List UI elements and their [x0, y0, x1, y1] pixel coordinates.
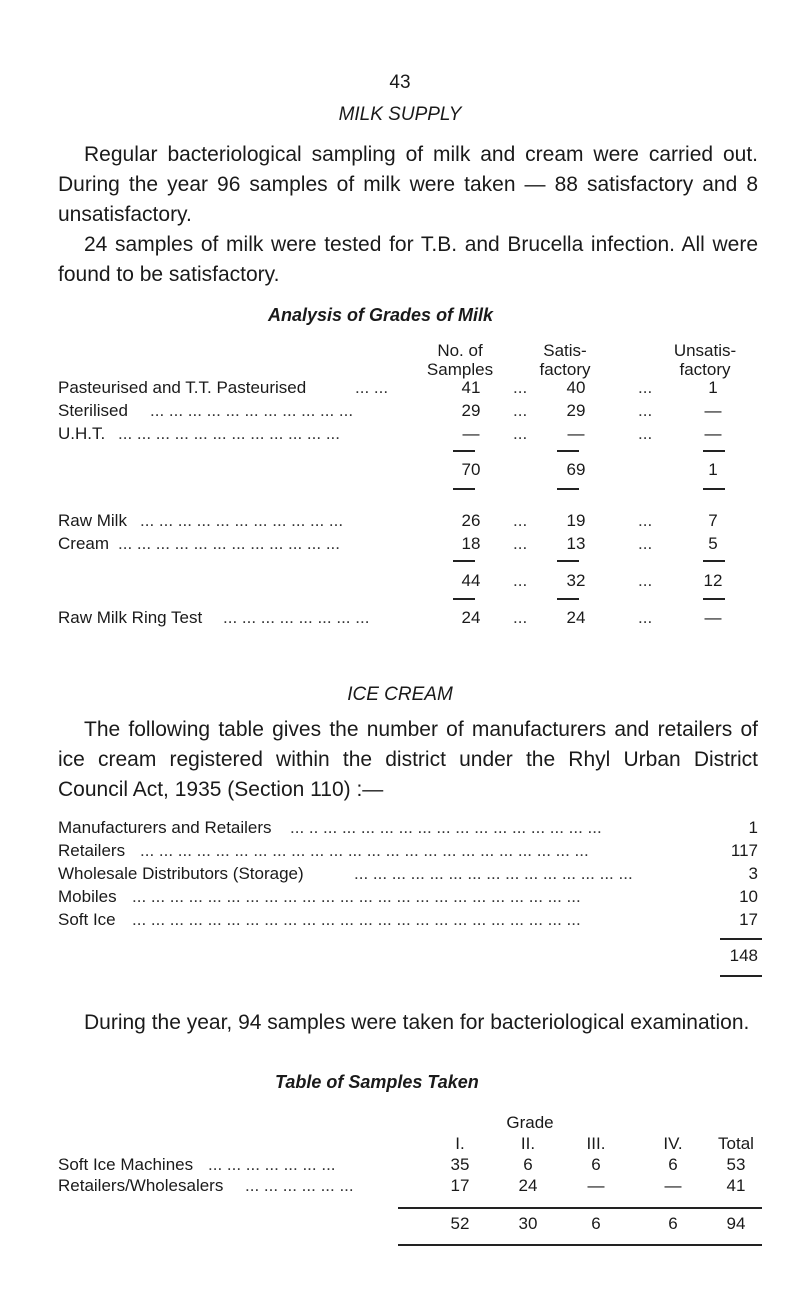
row-label: Pasteurised and T.T. Pasteurised — [58, 378, 307, 397]
count-value: 3 — [748, 864, 758, 883]
samples-value: 29 — [461, 401, 481, 420]
sum-rule — [453, 488, 475, 490]
milk-subtotal-row — [58, 571, 758, 593]
leader-dots: ... — [513, 608, 528, 627]
samples-value: 24 — [461, 608, 481, 627]
milk-row — [58, 401, 758, 423]
row-label: Soft Ice Machines — [58, 1155, 194, 1174]
leader-dots: ... ... ... ... ... ... — [245, 1176, 354, 1195]
sum-rule — [557, 488, 579, 490]
ice-register-row — [58, 910, 758, 932]
unsatisfactory-value: 1 — [708, 378, 718, 397]
leader-dots: ... — [638, 401, 653, 420]
header-unsatisfactory: Unsatis-factory — [673, 341, 737, 379]
leader-dots: ... — [638, 534, 653, 553]
satisfactory-value: — — [567, 424, 585, 443]
subtotal-unsatisfactory: 12 — [703, 571, 723, 590]
leader-dots: ... — [513, 534, 528, 553]
milk-supply-title: MILK SUPPLY — [338, 104, 462, 125]
leader-dots: ... — [513, 378, 528, 397]
grade-3-total: 6 — [591, 1214, 601, 1233]
grade-4-value: 6 — [668, 1155, 678, 1174]
row-label: Retailers — [58, 841, 126, 860]
unsatisfactory-value: 5 — [708, 534, 718, 553]
leader-dots: ... ... ... ... ... ... ... ... ... ... ... — [140, 511, 344, 530]
sum-rule — [720, 975, 762, 977]
row-label: U.H.T. — [58, 424, 106, 443]
unsatisfactory-value: — — [704, 401, 722, 420]
sum-rule — [453, 560, 475, 562]
leader-dots: ... ... ... ... ... ... ... ... ... ... ... ... ... ... ... ... ... ... ... ... ... ... ... ... — [140, 841, 589, 860]
unsatisfactory-value: — — [704, 608, 722, 627]
grade-3-value: — — [587, 1176, 605, 1195]
col-total: Total — [718, 1134, 754, 1153]
samples-value: — — [462, 424, 480, 443]
count-value: 10 — [739, 887, 758, 906]
leader-dots: ... — [513, 401, 528, 420]
grade-1-value: 35 — [450, 1155, 470, 1174]
subtotal-unsatisfactory: 1 — [708, 460, 718, 479]
col-grade-2: II. — [520, 1134, 536, 1153]
row-label: Mobiles — [58, 887, 117, 906]
page-number: 43 — [389, 72, 411, 93]
leader-dots: ... ... ... ... ... ... ... ... ... ... ... ... — [118, 534, 340, 553]
header-grade: Grade — [506, 1113, 554, 1132]
satisfactory-value: 19 — [566, 511, 586, 530]
unsatisfactory-value: — — [704, 424, 722, 443]
milk-row — [58, 511, 758, 533]
col-grade-1: I. — [455, 1134, 465, 1153]
leader-dots: ... — [638, 378, 653, 397]
leader-dots: ... ... ... ... ... ... ... ... ... ... ... ... ... ... ... ... ... ... ... ... ... ... ... ... — [132, 887, 581, 906]
ice-register-row — [58, 818, 758, 840]
grade-2-total: 30 — [518, 1214, 538, 1233]
satisfactory-value: 40 — [566, 378, 586, 397]
leader-dots: ... — [513, 571, 528, 590]
grade-2-value: 24 — [518, 1176, 538, 1195]
milk-paragraph-1: Regular bacteriological sampling of milk and cream were carried out. During the year 96 samples of milk were taken — 88 satisfactory and 8 unsatisfactory. — [58, 143, 758, 226]
leader-dots: ... ... — [355, 378, 389, 397]
grade-header-row — [58, 1134, 758, 1156]
sum-rule — [398, 1207, 762, 1209]
sum-rule — [453, 598, 475, 600]
ice-samples-row — [58, 1176, 758, 1198]
grade-4-value: — — [664, 1176, 682, 1195]
milk-row — [58, 534, 758, 556]
grade-1-total: 52 — [450, 1214, 470, 1233]
ice-samples-total-row — [58, 1214, 758, 1236]
leader-dots: ... ... ... ... ... ... ... ... ... ... ... ... ... ... ... — [354, 864, 633, 883]
grade-4-total: 6 — [668, 1214, 678, 1233]
sum-rule — [557, 560, 579, 562]
ice-samples-row — [58, 1155, 758, 1177]
ice-register-row — [58, 887, 758, 909]
sum-rule — [720, 938, 762, 940]
sum-rule — [398, 1244, 762, 1246]
ice-samples-text — [58, 1008, 758, 1038]
leader-dots: ... ... ... ... ... ... ... ... ... ... ... — [150, 401, 354, 420]
leader-dots: ... — [513, 511, 528, 530]
ice-register-total-row — [58, 946, 758, 968]
milk-ring-test-row — [58, 608, 758, 630]
header-satisfactory: Satis-factory — [539, 341, 591, 379]
ice-cream-title: ICE CREAM — [347, 684, 453, 705]
sum-rule — [703, 560, 725, 562]
row-label: Raw Milk — [58, 511, 127, 530]
satisfactory-value: 24 — [566, 608, 586, 627]
row-label: Cream — [58, 534, 110, 553]
milk-intro — [58, 140, 758, 290]
count-value: 17 — [739, 910, 758, 929]
subtotal-samples: 70 — [461, 460, 481, 479]
satisfactory-value: 29 — [566, 401, 586, 420]
row-label: Sterilised — [58, 401, 128, 420]
samples-value: 18 — [461, 534, 481, 553]
milk-subtotal-row — [58, 460, 758, 482]
milk-row — [58, 378, 758, 400]
sum-rule — [453, 450, 475, 452]
leader-dots: ... ... ... ... ... ... ... ... ... ... ... ... — [118, 424, 340, 443]
row-label: Manufacturers and Retailers — [58, 818, 272, 837]
leader-dots: ... — [638, 571, 653, 590]
col-grade-4: IV. — [663, 1134, 683, 1153]
samples-value: 26 — [461, 511, 481, 530]
sum-rule — [703, 488, 725, 490]
row-label: Raw Milk Ring Test — [58, 608, 203, 627]
grade-3-value: 6 — [591, 1155, 601, 1174]
subtotal-satisfactory: 69 — [566, 460, 586, 479]
grade-1-value: 17 — [450, 1176, 470, 1195]
count-value: 117 — [730, 841, 758, 860]
total-value: 41 — [726, 1176, 746, 1195]
subtotal-samples: 44 — [461, 571, 481, 590]
row-label: Soft Ice — [58, 910, 116, 929]
count-value: 1 — [748, 818, 758, 837]
samples-value: 41 — [461, 378, 481, 397]
leader-dots: ... .. ... ... ... ... ... ... ... ... ... ... ... ... ... ... ... — [290, 818, 602, 837]
register-total: 148 — [729, 946, 758, 965]
ice-register-row — [58, 841, 758, 863]
ice-table-title: Table of Samples Taken — [275, 1072, 479, 1092]
leader-dots: ... — [513, 424, 528, 443]
header-no-of-samples: No. of Samples — [426, 341, 494, 379]
row-label: Wholesale Distributors (Storage) — [58, 864, 304, 883]
leader-dots: ... — [638, 608, 653, 627]
leader-dots: ... ... ... ... ... ... ... ... ... ... ... ... ... ... ... ... ... ... ... ... ... ... ... ... — [132, 910, 581, 929]
total-value: 53 — [726, 1155, 746, 1174]
sum-rule — [703, 598, 725, 600]
ice-paragraph-1: The following table gives the number of manufacturers and retailers of ice cream registered within the district under the Rhyl Urban District Council Act, 1935 (Section 110) :— — [58, 718, 758, 801]
sum-rule — [557, 450, 579, 452]
leader-dots: ... ... ... ... ... ... ... — [208, 1155, 336, 1174]
milk-row — [58, 424, 758, 446]
leader-dots: ... — [638, 424, 653, 443]
ice-cream-intro — [58, 715, 758, 805]
grade-2-value: 6 — [523, 1155, 533, 1174]
row-label: Retailers/Wholesalers — [58, 1176, 224, 1195]
milk-table-title: Analysis of Grades of Milk — [268, 305, 494, 325]
milk-paragraph-2: 24 samples of milk were tested for T.B. and Brucella infection. All were found to be satisfactory. — [58, 233, 758, 286]
sum-rule — [557, 598, 579, 600]
leader-dots: ... ... ... ... ... ... ... ... — [223, 608, 370, 627]
sum-rule — [703, 450, 725, 452]
col-grade-3: III. — [586, 1134, 606, 1153]
subtotal-satisfactory: 32 — [566, 571, 586, 590]
leader-dots: ... — [638, 511, 653, 530]
ice-register-row — [58, 864, 758, 886]
ice-paragraph-2: During the year, 94 samples were taken for bacteriological examination. — [84, 1011, 750, 1034]
satisfactory-value: 13 — [566, 534, 586, 553]
unsatisfactory-value: 7 — [708, 511, 718, 530]
grand-total: 94 — [726, 1214, 746, 1233]
